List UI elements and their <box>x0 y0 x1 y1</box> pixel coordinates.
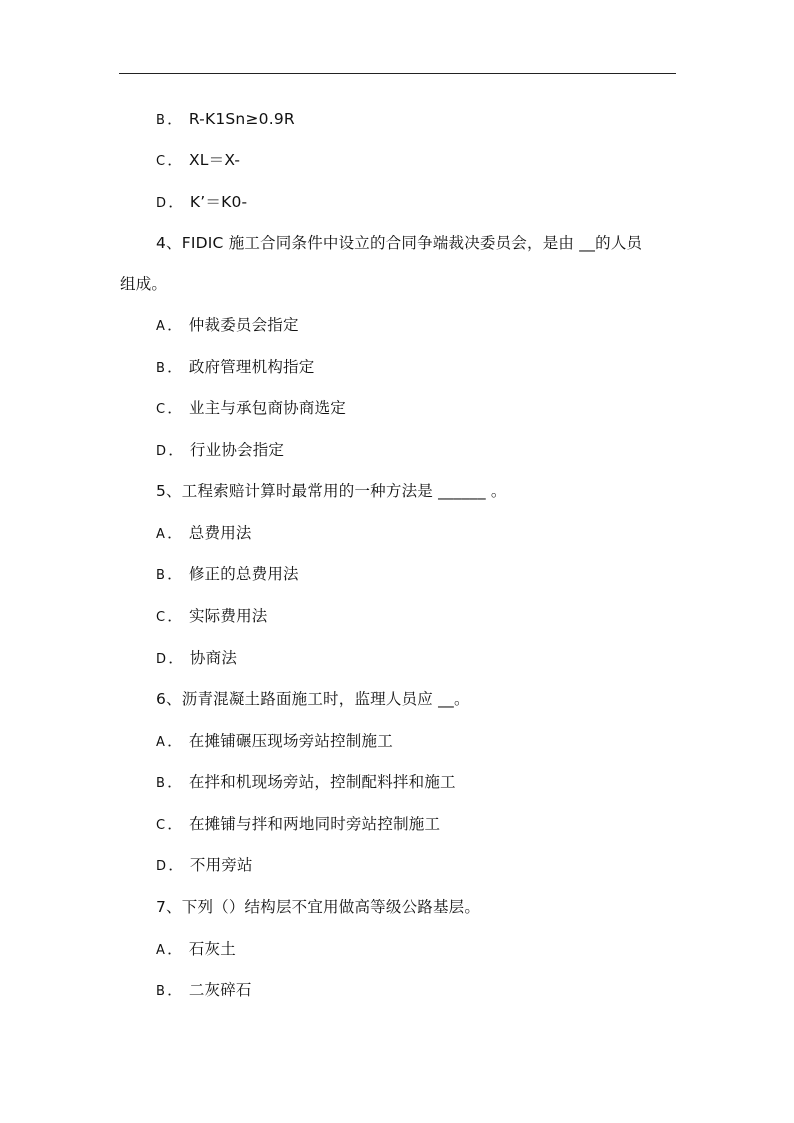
option-line <box>156 523 252 545</box>
option-separator: ． <box>168 193 184 211</box>
option-separator: ． <box>167 399 183 417</box>
option-separator: ． <box>167 151 183 169</box>
option-separator: ． <box>167 815 183 833</box>
question-text: 5、工程索赔计算时最常用的一种方法是 ______ 。 <box>156 482 507 500</box>
option-line <box>156 814 440 836</box>
option-text: 二灰碎石 <box>188 981 252 999</box>
option-line <box>156 150 240 172</box>
option-text: 在摊铺与拌和两地同时旁站控制施工 <box>188 815 441 833</box>
option-text: 协商法 <box>189 649 238 667</box>
option-separator: ． <box>167 981 183 999</box>
option-line <box>156 855 253 877</box>
option-letter: C <box>156 154 166 169</box>
option-letter: A <box>156 735 166 750</box>
option-text: 修正的总费用法 <box>188 565 299 583</box>
option-separator: ． <box>168 441 184 459</box>
option-separator: ． <box>168 856 184 874</box>
option-separator: ． <box>167 732 183 750</box>
option-letter: B <box>156 776 166 791</box>
option-letter: A <box>156 527 166 542</box>
option-letter: A <box>156 943 166 958</box>
option-line <box>156 939 236 961</box>
option-text: 在摊铺碾压现场旁站控制施工 <box>188 732 393 750</box>
option-text: 政府管理机构指定 <box>188 358 315 376</box>
option-separator: ． <box>167 524 183 542</box>
option-line <box>156 648 237 670</box>
question-text: 7、下列（）结构层不宜用做高等级公路基层。 <box>156 898 481 916</box>
option-separator: ． <box>167 316 183 334</box>
option-letter: B <box>156 568 166 583</box>
option-line <box>156 109 295 131</box>
option-letter: D <box>156 859 167 874</box>
option-letter: B <box>156 113 166 128</box>
option-separator: ． <box>167 110 183 128</box>
option-letter: A <box>156 319 166 334</box>
option-text: 在拌和机现场旁站，控制配料拌和施工 <box>188 773 456 791</box>
option-text: 总费用法 <box>188 524 252 542</box>
option-letter: D <box>156 652 167 667</box>
option-line <box>156 315 299 337</box>
option-line <box>156 192 247 214</box>
option-separator: ． <box>168 649 184 667</box>
option-text: 业主与承包商协商选定 <box>188 399 346 417</box>
question-continuation: 组成。 <box>120 275 168 293</box>
option-line <box>156 564 299 586</box>
option-letter: D <box>156 196 167 211</box>
option-text: XL＝X- <box>188 151 241 169</box>
option-line <box>156 606 268 628</box>
option-separator: ． <box>167 607 183 625</box>
option-letter: C <box>156 402 166 417</box>
option-line <box>156 398 346 420</box>
option-letter: C <box>156 818 166 833</box>
option-text: K’＝K0- <box>189 193 248 211</box>
option-letter: D <box>156 444 167 459</box>
option-letter: B <box>156 984 166 999</box>
option-text: 实际费用法 <box>188 607 268 625</box>
option-separator: ． <box>167 940 183 958</box>
option-text: 仲裁委员会指定 <box>188 316 299 334</box>
option-separator: ． <box>167 773 183 791</box>
option-text: 不用旁站 <box>189 856 253 874</box>
option-text: 石灰土 <box>188 940 236 958</box>
option-text: 行业协会指定 <box>189 441 285 459</box>
option-line <box>156 731 393 753</box>
option-separator: ． <box>167 358 183 376</box>
question-text: 4、FIDIC 施工合同条件中设立的合同争端裁决委员会，是由 __的人员 <box>156 234 643 252</box>
option-separator: ． <box>167 565 183 583</box>
option-line <box>156 440 284 462</box>
option-letter: B <box>156 361 166 376</box>
option-text: R-K1Sn≥0.9R <box>188 110 295 128</box>
option-line <box>156 772 456 794</box>
option-letter: C <box>156 610 166 625</box>
option-line <box>156 980 252 1002</box>
question-text: 6、沥青混凝土路面施工时，监理人员应 __。 <box>156 690 470 708</box>
option-line <box>156 357 314 379</box>
